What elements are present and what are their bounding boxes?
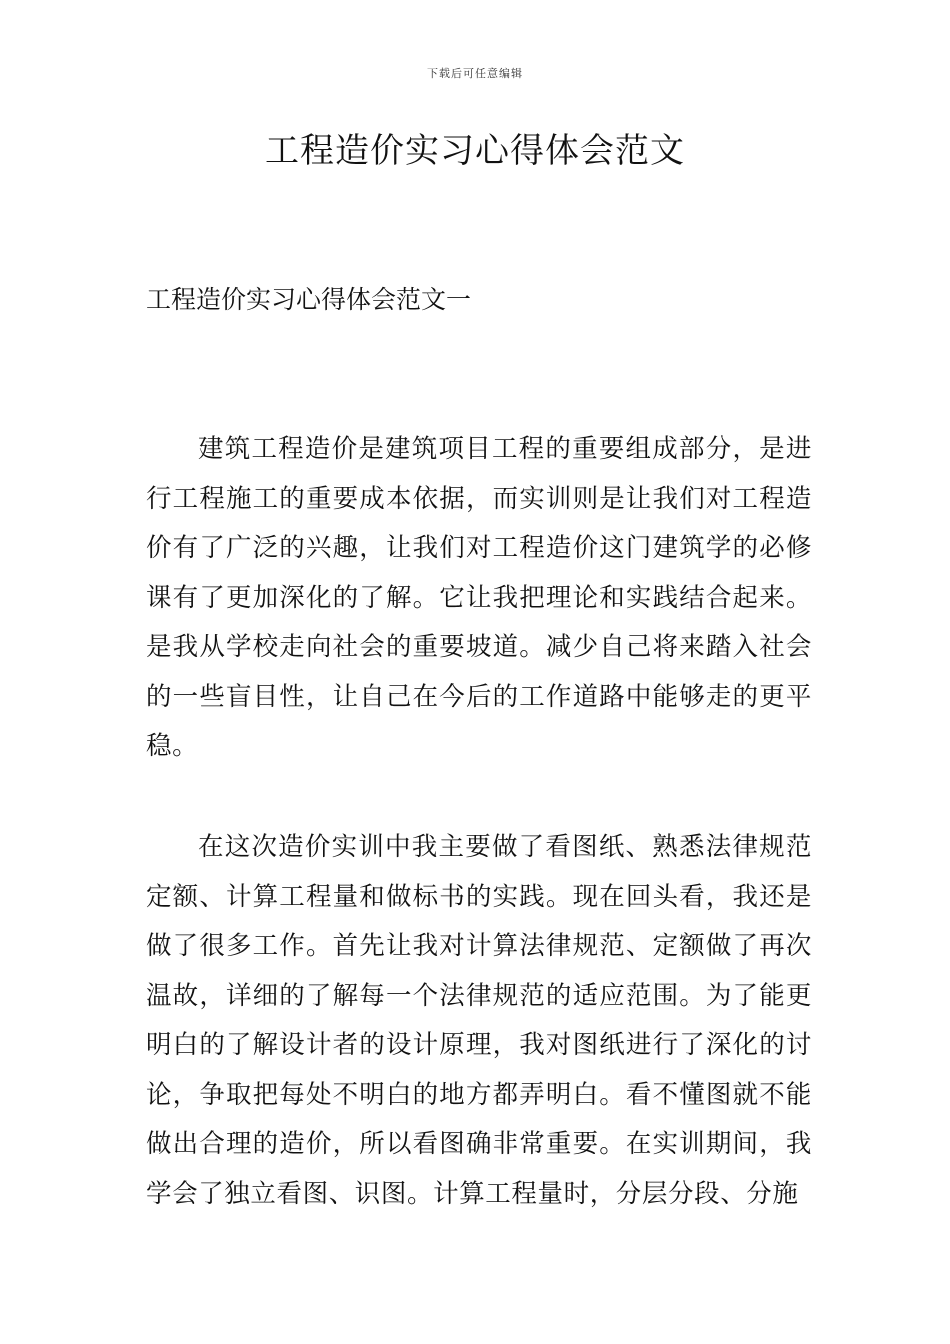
document-title: 工程造价实习心得体会范文 <box>265 131 685 171</box>
page-header-note: 下载后可任意编辑 <box>427 67 523 80</box>
section-heading: 工程造价实习心得体会范文一 <box>146 285 472 314</box>
body-paragraph-1: 建筑工程造价是建筑项目工程的重要组成部分，是进行工程施工的重要成本依据，而实训则是让我们对工程造价有了广泛的兴趣，让我们对工程造价这门建筑学的必修课有了更加深化的了解。它让我把理论和实践结合起来。是我从学校走向社会的重要坡道。减少自己将来踏入社会的一些盲目性，让自己在今后的工作道路中能够走的更平稳。 <box>146 434 812 761</box>
body-paragraph-2: 在这次造价实训中我主要做了看图纸、熟悉法律规范定额、计算工程量和做标书的实践。现在回头看，我还是做了很多工作。首先让我对计算法律规范、定额做了再次温故，详细的了解每一个法律规范的适应范围。为了能更明白的了解设计者的设计原理，我对图纸进行了深化的讨论，争取把每处不明白的地方都弄明白。看不懂图就不能做出合理的造价，所以看图确非常重要。在实训期间，我学会了独立看图、识图。计算工程量时，分层分段、分施 <box>146 832 812 1209</box>
